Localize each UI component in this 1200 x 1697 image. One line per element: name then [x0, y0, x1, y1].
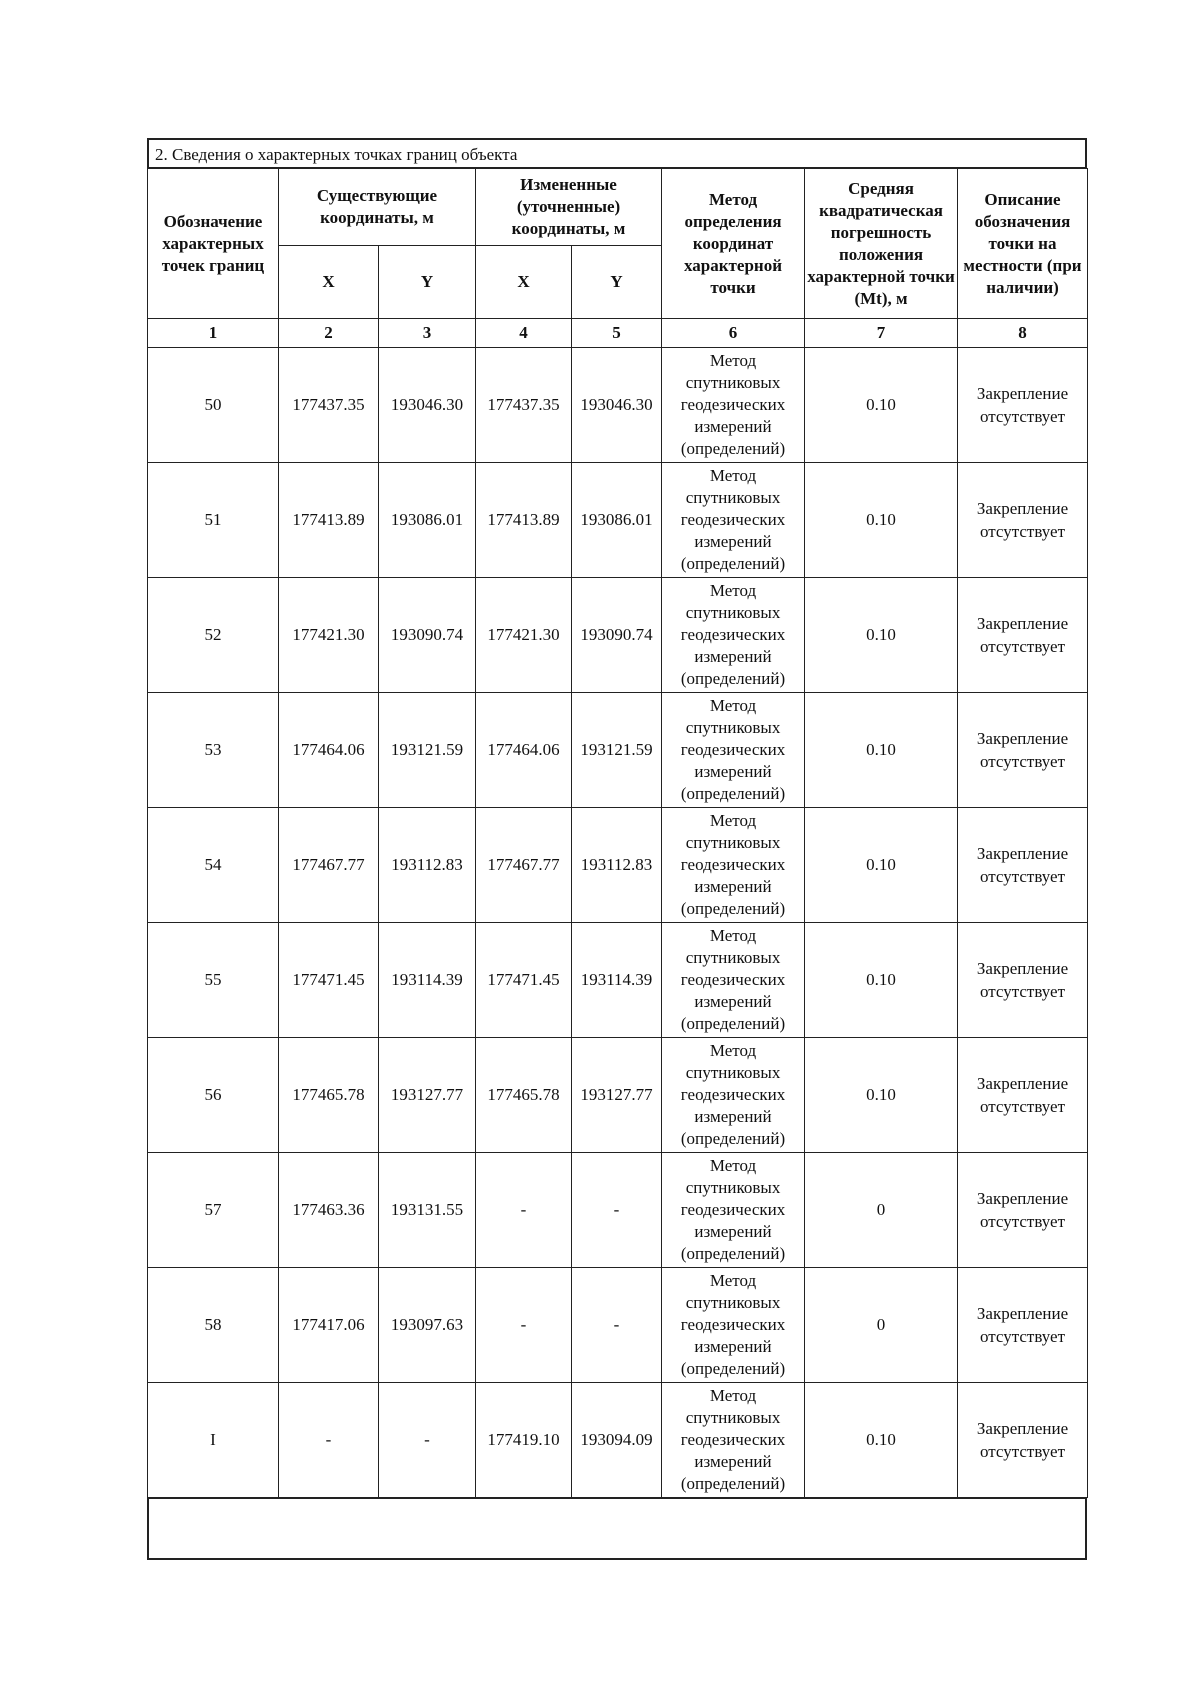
changed-y: 193094.09	[572, 1383, 662, 1498]
existing-y: 193086.01	[379, 463, 476, 578]
empty-footer-cell	[147, 1498, 1087, 1560]
changed-y: 193127.77	[572, 1038, 662, 1153]
mean-square-error: 0.10	[805, 463, 958, 578]
point-description: Закрепление отсутствует	[958, 1383, 1088, 1498]
point-designation: 51	[148, 463, 279, 578]
changed-x: 177413.89	[476, 463, 572, 578]
existing-y: 193131.55	[379, 1153, 476, 1268]
changed-y: 193112.83	[572, 808, 662, 923]
column-number: 7	[805, 319, 958, 348]
changed-x: -	[476, 1153, 572, 1268]
mean-square-error: 0.10	[805, 693, 958, 808]
existing-x: 177463.36	[279, 1153, 379, 1268]
point-designation: 54	[148, 808, 279, 923]
existing-x: -	[279, 1383, 379, 1498]
existing-x: 177465.78	[279, 1038, 379, 1153]
document-page	[147, 138, 1087, 1560]
changed-y: 193090.74	[572, 578, 662, 693]
header-method: Метод определения координат характерной точки	[662, 169, 805, 319]
column-number: 8	[958, 319, 1088, 348]
changed-y: -	[572, 1268, 662, 1383]
existing-y: 193112.83	[379, 808, 476, 923]
header-description: Описание обозначения точки на местности (при наличии)	[958, 169, 1088, 319]
changed-x: 177464.06	[476, 693, 572, 808]
point-description: Закрепление отсутствует	[958, 808, 1088, 923]
changed-y: 193121.59	[572, 693, 662, 808]
changed-x: 177421.30	[476, 578, 572, 693]
table-row	[148, 463, 1088, 578]
column-number: 1	[148, 319, 279, 348]
header-existing-y: Y	[379, 246, 476, 319]
header-changed-x: X	[476, 246, 572, 319]
table-row	[148, 578, 1088, 693]
changed-y: 193046.30	[572, 348, 662, 463]
mean-square-error: 0	[805, 1268, 958, 1383]
header-existing-coords: Существующие координаты, м	[279, 169, 476, 246]
method: Метод спутниковых геодезических измерений (определений)	[662, 693, 805, 808]
table-row	[148, 808, 1088, 923]
method: Метод спутниковых геодезических измерений (определений)	[662, 1268, 805, 1383]
mean-square-error: 0.10	[805, 808, 958, 923]
point-designation: 50	[148, 348, 279, 463]
existing-x: 177421.30	[279, 578, 379, 693]
header-changed-coords: Измененные (уточненные) координаты, м	[476, 169, 662, 246]
method: Метод спутниковых геодезических измерений (определений)	[662, 348, 805, 463]
mean-square-error: 0.10	[805, 1038, 958, 1153]
changed-y: 193086.01	[572, 463, 662, 578]
table-row	[148, 1268, 1088, 1383]
boundary-points-table	[147, 168, 1088, 1498]
existing-y: 193127.77	[379, 1038, 476, 1153]
header-existing-x: X	[279, 246, 379, 319]
column-number: 5	[572, 319, 662, 348]
existing-y: 193121.59	[379, 693, 476, 808]
mean-square-error: 0.10	[805, 1383, 958, 1498]
changed-y: -	[572, 1153, 662, 1268]
point-description: Закрепление отсутствует	[958, 463, 1088, 578]
existing-x: 177437.35	[279, 348, 379, 463]
column-number: 4	[476, 319, 572, 348]
point-designation: 58	[148, 1268, 279, 1383]
existing-y: -	[379, 1383, 476, 1498]
existing-y: 193046.30	[379, 348, 476, 463]
existing-x: 177417.06	[279, 1268, 379, 1383]
existing-x: 177467.77	[279, 808, 379, 923]
point-designation: 55	[148, 923, 279, 1038]
existing-y: 193090.74	[379, 578, 476, 693]
existing-x: 177471.45	[279, 923, 379, 1038]
changed-x: 177465.78	[476, 1038, 572, 1153]
table-row	[148, 348, 1088, 463]
header-error: Средняя квадратическая погрешность положения характерной точки (Mt), м	[805, 169, 958, 319]
changed-x: 177437.35	[476, 348, 572, 463]
point-designation: I	[148, 1383, 279, 1498]
header-changed-y: Y	[572, 246, 662, 319]
table-row	[148, 1038, 1088, 1153]
point-description: Закрепление отсутствует	[958, 1038, 1088, 1153]
changed-x: 177467.77	[476, 808, 572, 923]
mean-square-error: 0	[805, 1153, 958, 1268]
existing-x: 177464.06	[279, 693, 379, 808]
existing-x: 177413.89	[279, 463, 379, 578]
mean-square-error: 0.10	[805, 348, 958, 463]
point-description: Закрепление отсутствует	[958, 923, 1088, 1038]
point-designation: 52	[148, 578, 279, 693]
table-row	[148, 923, 1088, 1038]
point-designation: 56	[148, 1038, 279, 1153]
method: Метод спутниковых геодезических измерений (определений)	[662, 1383, 805, 1498]
point-description: Закрепление отсутствует	[958, 1268, 1088, 1383]
column-number: 2	[279, 319, 379, 348]
point-description: Закрепление отсутствует	[958, 348, 1088, 463]
mean-square-error: 0.10	[805, 578, 958, 693]
changed-x: 177471.45	[476, 923, 572, 1038]
table-row	[148, 1153, 1088, 1268]
changed-x: -	[476, 1268, 572, 1383]
point-description: Закрепление отсутствует	[958, 1153, 1088, 1268]
method: Метод спутниковых геодезических измерений (определений)	[662, 1038, 805, 1153]
column-number: 3	[379, 319, 476, 348]
existing-y: 193097.63	[379, 1268, 476, 1383]
changed-x: 177419.10	[476, 1383, 572, 1498]
table-row	[148, 693, 1088, 808]
mean-square-error: 0.10	[805, 923, 958, 1038]
existing-y: 193114.39	[379, 923, 476, 1038]
method: Метод спутниковых геодезических измерений (определений)	[662, 808, 805, 923]
header-designation: Обозначение характерных точек границ	[148, 169, 279, 319]
point-description: Закрепление отсутствует	[958, 578, 1088, 693]
point-description: Закрепление отсутствует	[958, 693, 1088, 808]
changed-y: 193114.39	[572, 923, 662, 1038]
method: Метод спутниковых геодезических измерений (определений)	[662, 1153, 805, 1268]
method: Метод спутниковых геодезических измерений (определений)	[662, 578, 805, 693]
column-number: 6	[662, 319, 805, 348]
method: Метод спутниковых геодезических измерений (определений)	[662, 923, 805, 1038]
section-title: 2. Сведения о характерных точках границ объекта	[147, 138, 1087, 168]
point-designation: 53	[148, 693, 279, 808]
method: Метод спутниковых геодезических измерений (определений)	[662, 463, 805, 578]
point-designation: 57	[148, 1153, 279, 1268]
table-row	[148, 1383, 1088, 1498]
